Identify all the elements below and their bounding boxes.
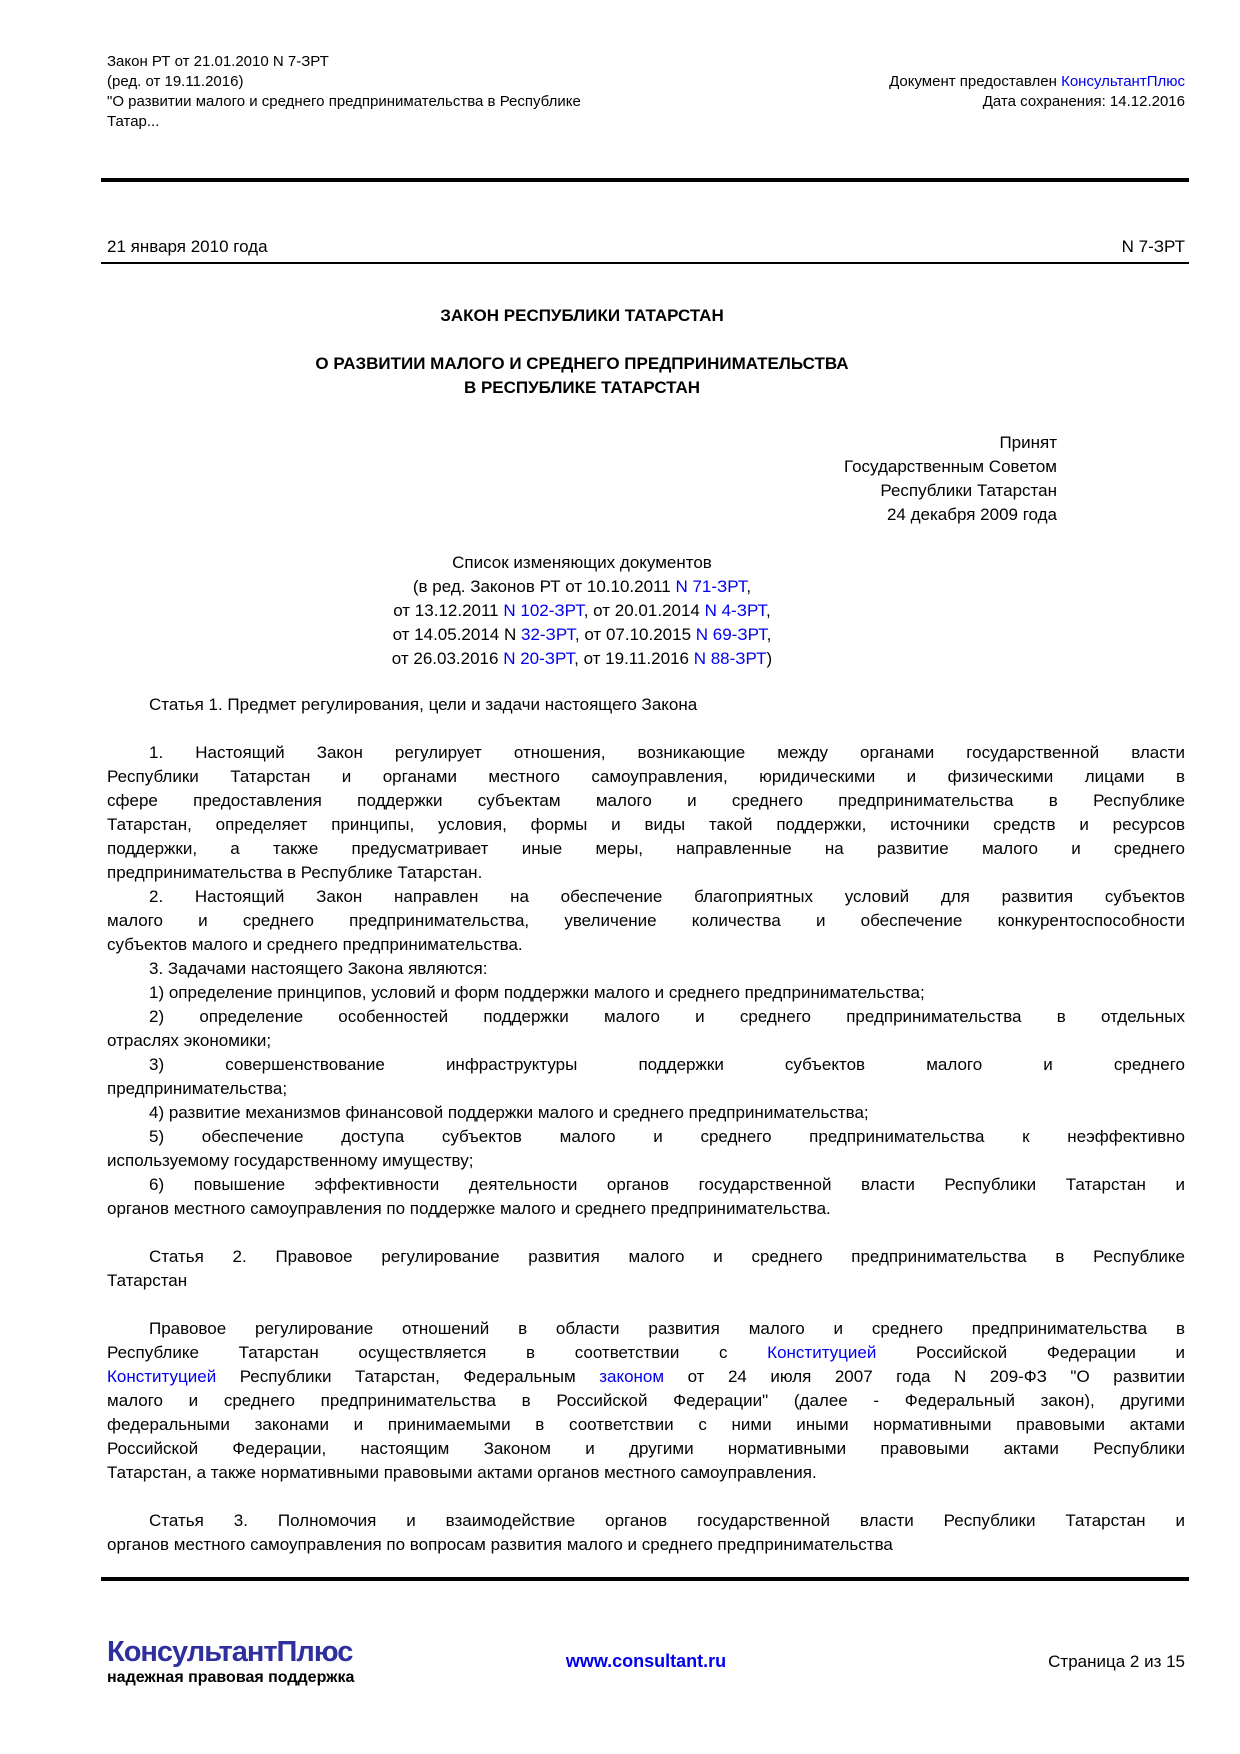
docinfo-row [107,235,1185,259]
doc-link[interactable]: Конституцией [107,1367,217,1386]
blank-line [107,717,1185,741]
text-segment: 1. Настоящий Закон регулирует отношения, возникающие между органами государственной власти [149,743,1185,762]
text-segment: , от 07.10.2015 [574,625,696,644]
text-line [107,1101,1185,1125]
text-segment: Республики Татарстан и органами местного самоуправления, юридическими и физическими лицами в [107,767,1185,786]
blank-line [107,1293,1185,1317]
subtitle-line: О РАЗВИТИИ МАЛОГО И СРЕДНЕГО ПРЕДПРИНИМАТЕЛЬСТВА [315,354,849,373]
amendments-lines [107,575,1057,671]
text-segment: от 26.03.2016 [391,649,504,668]
text-line [107,693,1185,717]
text-line [107,1389,1185,1413]
text-line [107,1173,1185,1197]
doc-reference-line: Татар... [107,113,160,130]
text-segment: Татарстан, определяет принципы, условия, формы и виды такой поддержки, источники средств и ресурсов [107,815,1185,834]
text-segment: Статья 1. Предмет регулирования, цели и задачи настоящего Закона [149,695,698,714]
text-segment: поддержки, а также предусматривает иные меры, направленные на развитие малого и среднего [107,839,1185,858]
text-line [107,909,1185,933]
text-line [107,1125,1185,1149]
logo-block [107,1636,566,1687]
text-line [107,1269,1185,1293]
text-line [107,957,1185,981]
text-line [107,599,1057,623]
article-1-para-2 [107,885,1185,957]
text-line [107,647,1057,671]
doc-reference-line: "О развитии малого и среднего предпринимательства в Республике [107,93,581,110]
doc-link[interactable]: N 4-ЗРТ [704,601,767,620]
text-segment: , от 19.11.2016 [574,649,694,668]
text-segment: органов местного самоуправления по вопросам развития малого и среднего предпринимательства [107,1535,893,1554]
website-link[interactable]: www.consultant.ru [565,1651,727,1671]
bottom-rule [101,1577,1189,1581]
text-segment: Республике Татарстан осуществляется в соответствии с [107,1343,768,1362]
text-line [107,623,1057,647]
article-1-item-3 [107,1053,1185,1101]
text-segment: отраслях экономики; [107,1031,272,1050]
text-line [107,1317,1185,1341]
text-line [107,1029,1185,1053]
text-segment: малого и среднего предпринимательства, увеличение количества и обеспечение конкурентоспособности [107,911,1185,930]
doc-link[interactable]: N 69-ЗРТ [695,625,767,644]
text-segment: предпринимательства в Республике Татарстан. [107,863,483,882]
text-segment: 3. Задачами настоящего Закона являются: [149,959,488,978]
doc-link[interactable]: N 71-ЗРТ [675,577,747,596]
consultantplus-logo: КонсультантПлюс [107,1636,353,1668]
subtitle-line: В РЕСПУБЛИКЕ ТАТАРСТАН [463,378,701,397]
text-segment: органов местного самоуправления по поддержке малого и среднего предпринимательства. [107,1199,831,1218]
saved-date: Дата сохранения: 14.12.2016 [982,93,1185,110]
text-segment: (в ред. Законов РТ от 10.10.2011 [412,577,676,596]
text-segment: Статья 3. Полномочия и взаимодействие органов государственной власти Республики Татарстан и [149,1511,1185,1530]
document-subtitle [107,352,1057,400]
top-rule [101,178,1189,182]
text-line [107,575,1057,599]
text-segment: , [766,625,772,644]
text-segment: 2. Настоящий Закон направлен на обеспечение благоприятных условий для развития субъектов [149,887,1185,906]
text-segment: Российской Федерации, настоящим Законом и другими нормативными правовыми актами Республики [107,1439,1185,1458]
article-1-item-4 [107,1101,1185,1125]
provider-prefix: Документ предоставлен [889,73,1062,90]
amendments-title: Список изменяющих документов [452,553,712,572]
text-segment: 5) обеспечение доступа субъектов малого и среднего предпринимательства к неэффективно [149,1127,1185,1146]
doc-link[interactable]: N 20-ЗРТ [503,649,575,668]
text-line [107,1533,1185,1557]
text-segment: от 24 июля 2007 года N 209-ФЗ "О развитии [664,1367,1186,1386]
adopted-line: Республики Татарстан [880,481,1057,500]
text-line [107,789,1185,813]
text-segment: Татарстан, а также нормативными правовыми актами органов местного самоуправления. [107,1463,817,1482]
blank-line [107,1485,1185,1509]
text-segment: Российской Федерации и [876,1343,1185,1362]
text-segment: Татарстан [107,1271,188,1290]
text-segment: от 14.05.2014 N [392,625,521,644]
provider-line [889,72,1185,92]
logo-slogan: надежная правовая поддержка [107,1669,355,1686]
text-line [107,981,1185,1005]
provider-info [889,72,1185,112]
document-body [107,693,1185,1557]
text-line [107,1149,1185,1173]
document-title: ЗАКОН РЕСПУБЛИКИ ТАТАРСТАН [440,306,724,325]
title-column [107,304,1057,671]
text-segment: от 13.12.2011 [393,601,504,620]
text-segment: , [746,577,752,596]
text-line [107,1437,1185,1461]
text-line [107,933,1185,957]
text-segment: Республики Татарстан, Федеральным [216,1367,600,1386]
doc-reference [107,52,747,132]
article-2-heading [107,1245,1185,1293]
page-number: Страница 2 из 15 [1048,1651,1185,1671]
divider-rule [101,262,1189,264]
doc-link[interactable]: Конституцией [767,1343,877,1362]
doc-reference-line: Закон РТ от 21.01.2010 N 7-ЗРТ [107,53,329,70]
text-line [107,1077,1185,1101]
page-header [107,52,1185,132]
adopted-line: Государственным Советом [844,457,1057,476]
text-line [107,1245,1185,1269]
text-segment: , от 20.01.2014 [583,601,705,620]
text-segment: субъектов малого и среднего предпринимательства. [107,935,523,954]
text-segment: ) [766,649,773,668]
text-line [107,837,1185,861]
text-line [107,885,1185,909]
article-1-item-5 [107,1125,1185,1173]
text-segment: 3) совершенствование инфраструктуры поддержки субъектов малого и среднего [149,1055,1185,1074]
text-segment: предпринимательства; [107,1079,288,1098]
text-segment: используемому государственному имуществу; [107,1151,474,1170]
doc-link[interactable]: N 102-ЗРТ [503,601,584,620]
doc-link[interactable]: N 88-ЗРТ [693,649,767,668]
text-line [107,1197,1185,1221]
doc-link[interactable]: 32-ЗРТ [520,625,575,644]
doc-number: N 7-ЗРТ [1121,237,1185,256]
article-1-item-2 [107,1005,1185,1053]
article-2-para-1 [107,1317,1185,1485]
doc-reference-line: (ред. от 19.11.2016) [107,73,244,90]
text-segment: 6) повышение эффективности деятельности органов государственной власти Республики Татарстан и [149,1175,1185,1194]
text-line [107,1461,1185,1485]
text-segment: 1) определение принципов, условий и форм поддержки малого и среднего предпринимательства; [149,983,925,1002]
article-1-para-1 [107,741,1185,885]
text-line [107,1365,1185,1389]
adopted-line: Принят [999,433,1057,452]
text-segment: федеральными законами и принимаемыми в соответствии с ними иными нормативными правовыми актами [107,1415,1185,1434]
text-line [107,861,1185,885]
adopted-line: 24 декабря 2009 года [886,505,1057,524]
amendments-block [107,551,1057,671]
text-line [107,741,1185,765]
text-segment: малого и среднего предпринимательства в Российской Федерации" (далее - Федеральный закон), другими [107,1391,1185,1410]
text-line [107,1341,1185,1365]
text-segment: , [766,601,771,620]
adopted-block [107,431,1057,527]
text-segment: сфере предоставления поддержки субъектам малого и среднего предпринимательства в Республике [107,791,1185,810]
text-line [107,1053,1185,1077]
text-segment: Статья 2. Правовое регулирование развития малого и среднего предпринимательства в Республике [149,1247,1185,1266]
text-line [107,1509,1185,1533]
article-3-heading [107,1509,1185,1557]
article-1-item-1 [107,981,1185,1005]
article-1-item-6 [107,1173,1185,1221]
text-segment: 2) определение особенностей поддержки малого и среднего предпринимательства в отдельных [149,1007,1185,1026]
blank-line [107,1221,1185,1245]
doc-date: 21 января 2010 года [107,237,268,256]
text-segment: 4) развитие механизмов финансовой поддержки малого и среднего предпринимательства; [149,1103,869,1122]
text-line [107,765,1185,789]
article-1-heading [107,693,1185,717]
text-segment: Правовое регулирование отношений в области развития малого и среднего предпринимательства в [149,1319,1185,1338]
text-line [107,1413,1185,1437]
page-footer [107,1636,1185,1687]
text-line [107,813,1185,837]
article-1-para-3 [107,957,1185,981]
text-line [107,1005,1185,1029]
doc-link[interactable]: законом [599,1367,665,1386]
consultantplus-link[interactable]: КонсультантПлюс [1061,73,1185,90]
